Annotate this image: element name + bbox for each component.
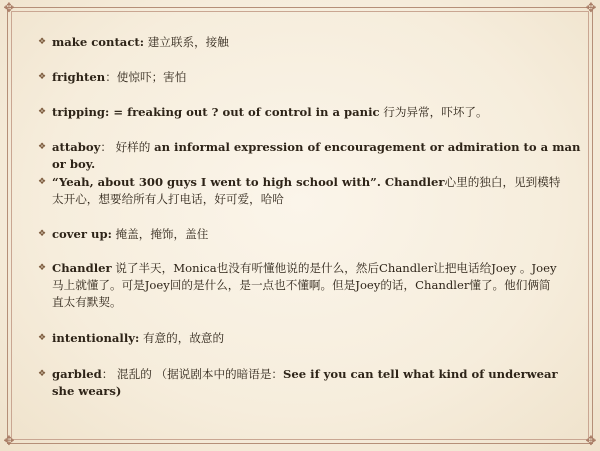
diamond-bullet-icon: ❖ xyxy=(38,177,47,187)
item-term: cover up: xyxy=(52,227,112,241)
diamond-bullet-icon: ❖ xyxy=(38,107,47,117)
item-text: 说了半天，Monica也没有听懂他说的是什么，然后Chandler让把电话给Joey 。Joey 马上就懂了。可是Joey回的是什么，是一点也不懂啊。但是Joey的话，Chandler懂了。他们俩简直太有默契。 xyxy=(52,261,557,309)
item-text: 建立联系，接触 xyxy=(144,35,229,49)
diamond-bullet-icon: ❖ xyxy=(38,229,47,239)
vocab-item-attaboy xyxy=(38,139,582,173)
vocab-item-chandler-joey xyxy=(38,260,562,311)
vocab-item-garbled xyxy=(38,366,562,400)
diamond-bullet-icon: ❖ xyxy=(38,369,47,379)
corner-ornament-icon: ✥ xyxy=(3,434,15,449)
vocab-item-cover-up xyxy=(38,226,582,243)
item-term: tripping: = freaking out ? out of control in a panic xyxy=(52,105,380,119)
vocab-item-intentionally xyxy=(38,330,582,347)
corner-ornament-icon: ✥ xyxy=(3,1,15,16)
item-text: 掩盖，掩饰，盖住 xyxy=(111,227,209,241)
diamond-bullet-icon: ❖ xyxy=(38,72,47,82)
diamond-bullet-icon: ❖ xyxy=(38,263,47,273)
item-term: make contact: xyxy=(52,35,145,49)
item-text: 行为异常，吓坏了。 xyxy=(379,105,488,119)
item-term: garbled xyxy=(52,367,102,381)
diamond-bullet-icon: ❖ xyxy=(38,142,47,152)
item-definition: an informal expression of encouragement or admiration to a man or boy. xyxy=(52,140,581,171)
vocab-item-frighten xyxy=(38,69,582,86)
vocab-item-chandler-quote xyxy=(38,174,562,208)
corner-ornament-icon: ✥ xyxy=(585,1,597,16)
item-text: 有意的，故意的 xyxy=(139,331,225,345)
item-text: ： 混乱的 （据说剧本中的暗语是： xyxy=(101,367,284,381)
item-text: 心里的独白，见到模特太开心，想要给所有人打电话，好可爱，哈哈 xyxy=(52,175,561,206)
diamond-bullet-icon: ❖ xyxy=(38,37,47,47)
item-text: ：使惊吓；害怕 xyxy=(105,70,187,84)
vocab-item-make-contact xyxy=(38,34,582,51)
item-text: ： 好样的 xyxy=(100,140,155,154)
item-term: frighten xyxy=(52,70,106,84)
diamond-bullet-icon: ❖ xyxy=(38,333,47,343)
corner-ornament-icon: ✥ xyxy=(585,434,597,449)
item-term: attaboy xyxy=(52,140,101,154)
item-definition: See if you can tell what kind of underwear she wears) xyxy=(52,367,558,398)
item-term: “Yeah, about 300 guys I went to high school with”. Chandler xyxy=(52,175,445,189)
item-term: Chandler xyxy=(52,261,112,275)
item-term: intentionally: xyxy=(52,331,140,345)
vocab-item-tripping xyxy=(38,104,582,121)
